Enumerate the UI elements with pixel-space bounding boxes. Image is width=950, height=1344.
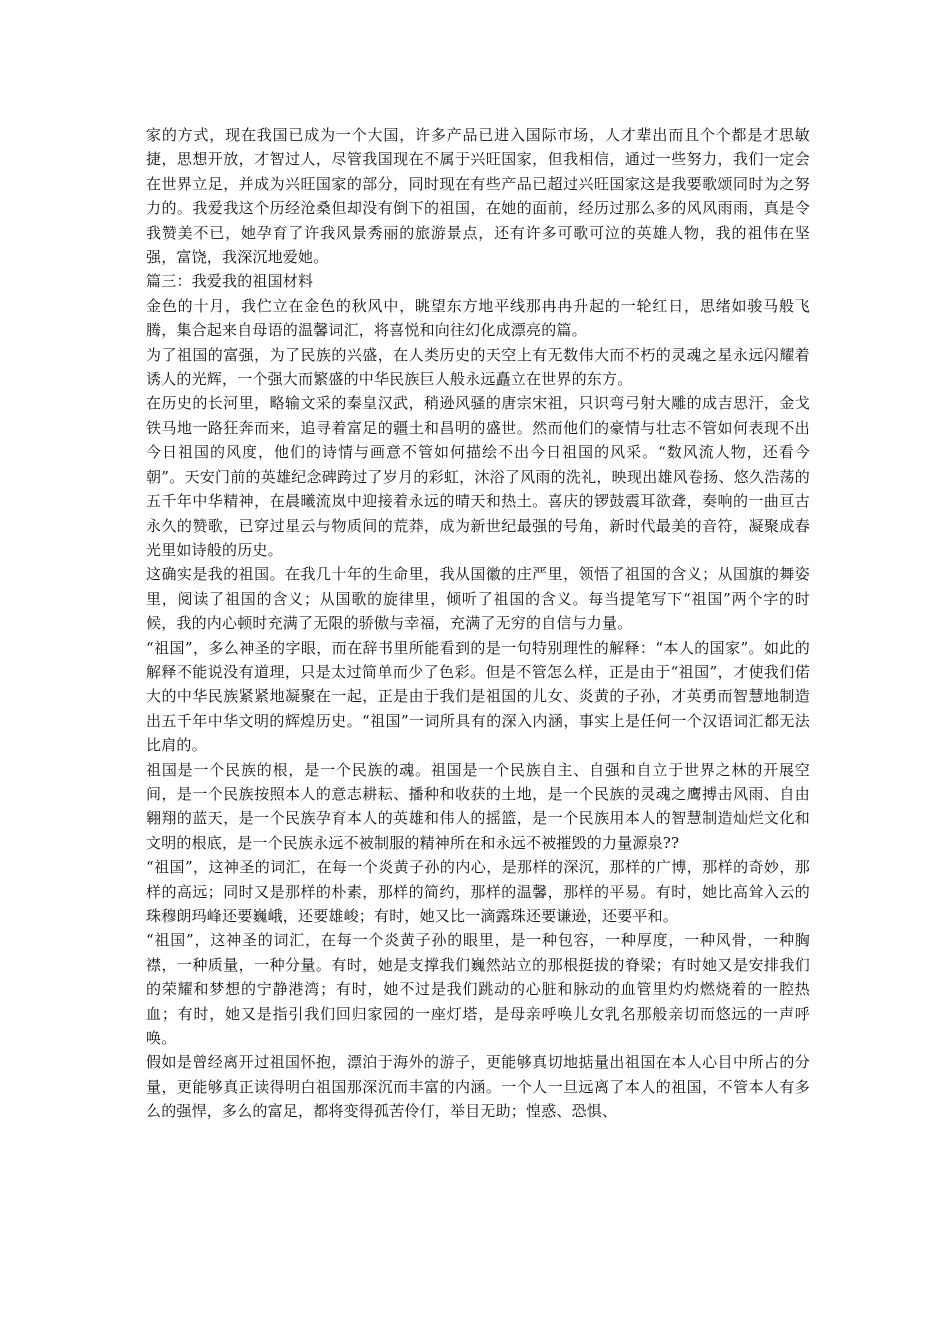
paragraph: 这确实是我的祖国。在我几十年的生命里，我从国徽的庄严里，领悟了祖国的含义；从国旗的舞姿里，阅读了祖国的含义；从国歌的旋律里，倾听了祖国的含义。每当提笔写下“祖国”两个字的时候，我的内心顿时充满了无限的骄傲与幸福，充满了无穷的自信与力量。 — [146, 565, 810, 633]
paragraph: 祖国是一个民族的根，是一个民族的魂。祖国是一个民族自主、自强和自立于世界之林的开展空间，是一个民族按照本人的意志耕耘、播种和收获的土地，是一个民族的灵魂之鹰搏击风雨、自由翱翔的蓝天，是一个民族孕育本人的英雄和伟人的摇篮，是一个民族用本人的智慧制造灿烂文化和文明的根底，是一个民族永远不被制服的精神所在和永远不被摧毁的力量源泉?? — [146, 760, 810, 852]
paragraph-continued: 家的方式，现在我国已成为一个大国，许多产品已进入国际市场，人才辈出而且个个都是才思敏捷，思想开放，才智过人，尽管我国现在不属于兴旺国家，但我相信，通过一些努力，我们一定会在世界立足，并成为兴旺国家的部分，同时现在有些产品已超过兴旺国家这是我要歌颂同时为之努力的。我爱我这个历经沧桑但却没有倒下的祖国，在她的面前，经历过那么多的风风雨雨，真是令我赞美不已，她孕育了许我风景秀丽的旅游景点，还有许多可歌可泣的英雄人物，我的祖伟在坚强，富饶，我深沉地爱她。 — [146, 126, 810, 267]
paragraph: “祖国”，多么神圣的字眼，而在辞书里所能看到的是一句特别理性的解释：“本人的国家”。如此的解释不能说没有道理，只是太过简单而少了色彩。但是不管怎么样，正是由于“祖国”，才使我们偌大的中华民族紧紧地凝聚在一起，正是由于我们是祖国的儿女、炎黄的子孙，才英勇而智慧地制造出五千年中华文明的辉煌历史。“祖国”一词所具有的深入内涵，事实上是任何一个汉语词汇都无法比肩的。 — [146, 638, 810, 755]
paragraph: 假如是曾经离开过祖国怀抱，漂泊于海外的游子，更能够真切地掂量出祖国在本人心目中所占的分量，更能够真正读得明白祖国那深沉而丰富的内涵。一个人一旦远离了本人的祖国，不管本人有多么的强悍，多么的富足，都将变得孤苦伶仃，举目无助；惶惑、恐惧、 — [146, 1053, 810, 1121]
paragraph: 金色的十月，我伫立在金色的秋风中，眺望东方地平线那冉冉升起的一轮红日，思绪如骏马般飞腾，集合起来自母语的温馨词汇，将喜悦和向往幻化成漂亮的篇。 — [146, 296, 810, 340]
section-heading: 篇三：我爱我的祖国材料 — [146, 272, 314, 291]
paragraph: “祖国”，这神圣的词汇，在每一个炎黄子孙的内心，是那样的深沉，那样的广博，那样的奇妙，那样的高远；同时又是那样的朴素，那样的简约，那样的温馨，那样的平易。有时，她比高耸入云的珠穆朗玛峰还要巍峨，还要雄峻；有时，她又比一滴露珠还要谦逊，还要平和。 — [146, 858, 810, 925]
paragraph: 在历史的长河里，略输文采的秦皇汉武，稍逊风骚的唐宗宋祖，只识弯弓射大雕的成吉思汗，金戈铁马地一路狂奔而来，追寻着富足的疆土和昌明的盛世。然而他们的豪情与壮志不管如何表现不出今日祖国的风度，他们的诗情与画意不管如何描绘不出今日祖国的风采。“数风流人物，还看今朝”。天安门前的英雄纪念碑跨过了岁月的彩虹，沐浴了风雨的洗礼，映现出雄风卷扬、悠久浩荡的五千年中华精神，在晨曦流岚中迎接着永远的晴天和热土。喜庆的锣鼓震耳欲聋，奏响的一曲亘古永久的赞歌，已穿过星云与物质间的荒莽，成为新世纪最强的号角，新时代最美的音符，凝聚成春光里如诗般的历史。 — [146, 394, 810, 559]
document-body — [146, 123, 810, 1124]
paragraph: “祖国”，这神圣的词汇，在每一个炎黄子孙的眼里，是一种包容，一种厚度，一种风骨，一种胸襟，一种质量，一种分量。有时，她是支撑我们巍然站立的那根挺拔的脊梁；有时她又是安排我们的荣耀和梦想的宁静港湾；有时，她不过是我们跳动的心脏和脉动的血管里灼灼燃烧着的一腔热血；有时，她又是指引我们回归家园的一座灯塔，是母亲呼唤儿女乳名那般亲切而悠远的一声呼唤。 — [146, 931, 810, 1048]
paragraph: 为了祖国的富强，为了民族的兴盛，在人类历史的天空上有无数伟大而不朽的灵魂之星永远闪耀着诱人的光辉，一个强大而繁盛的中华民族巨人般永远矗立在世界的东方。 — [146, 345, 810, 389]
